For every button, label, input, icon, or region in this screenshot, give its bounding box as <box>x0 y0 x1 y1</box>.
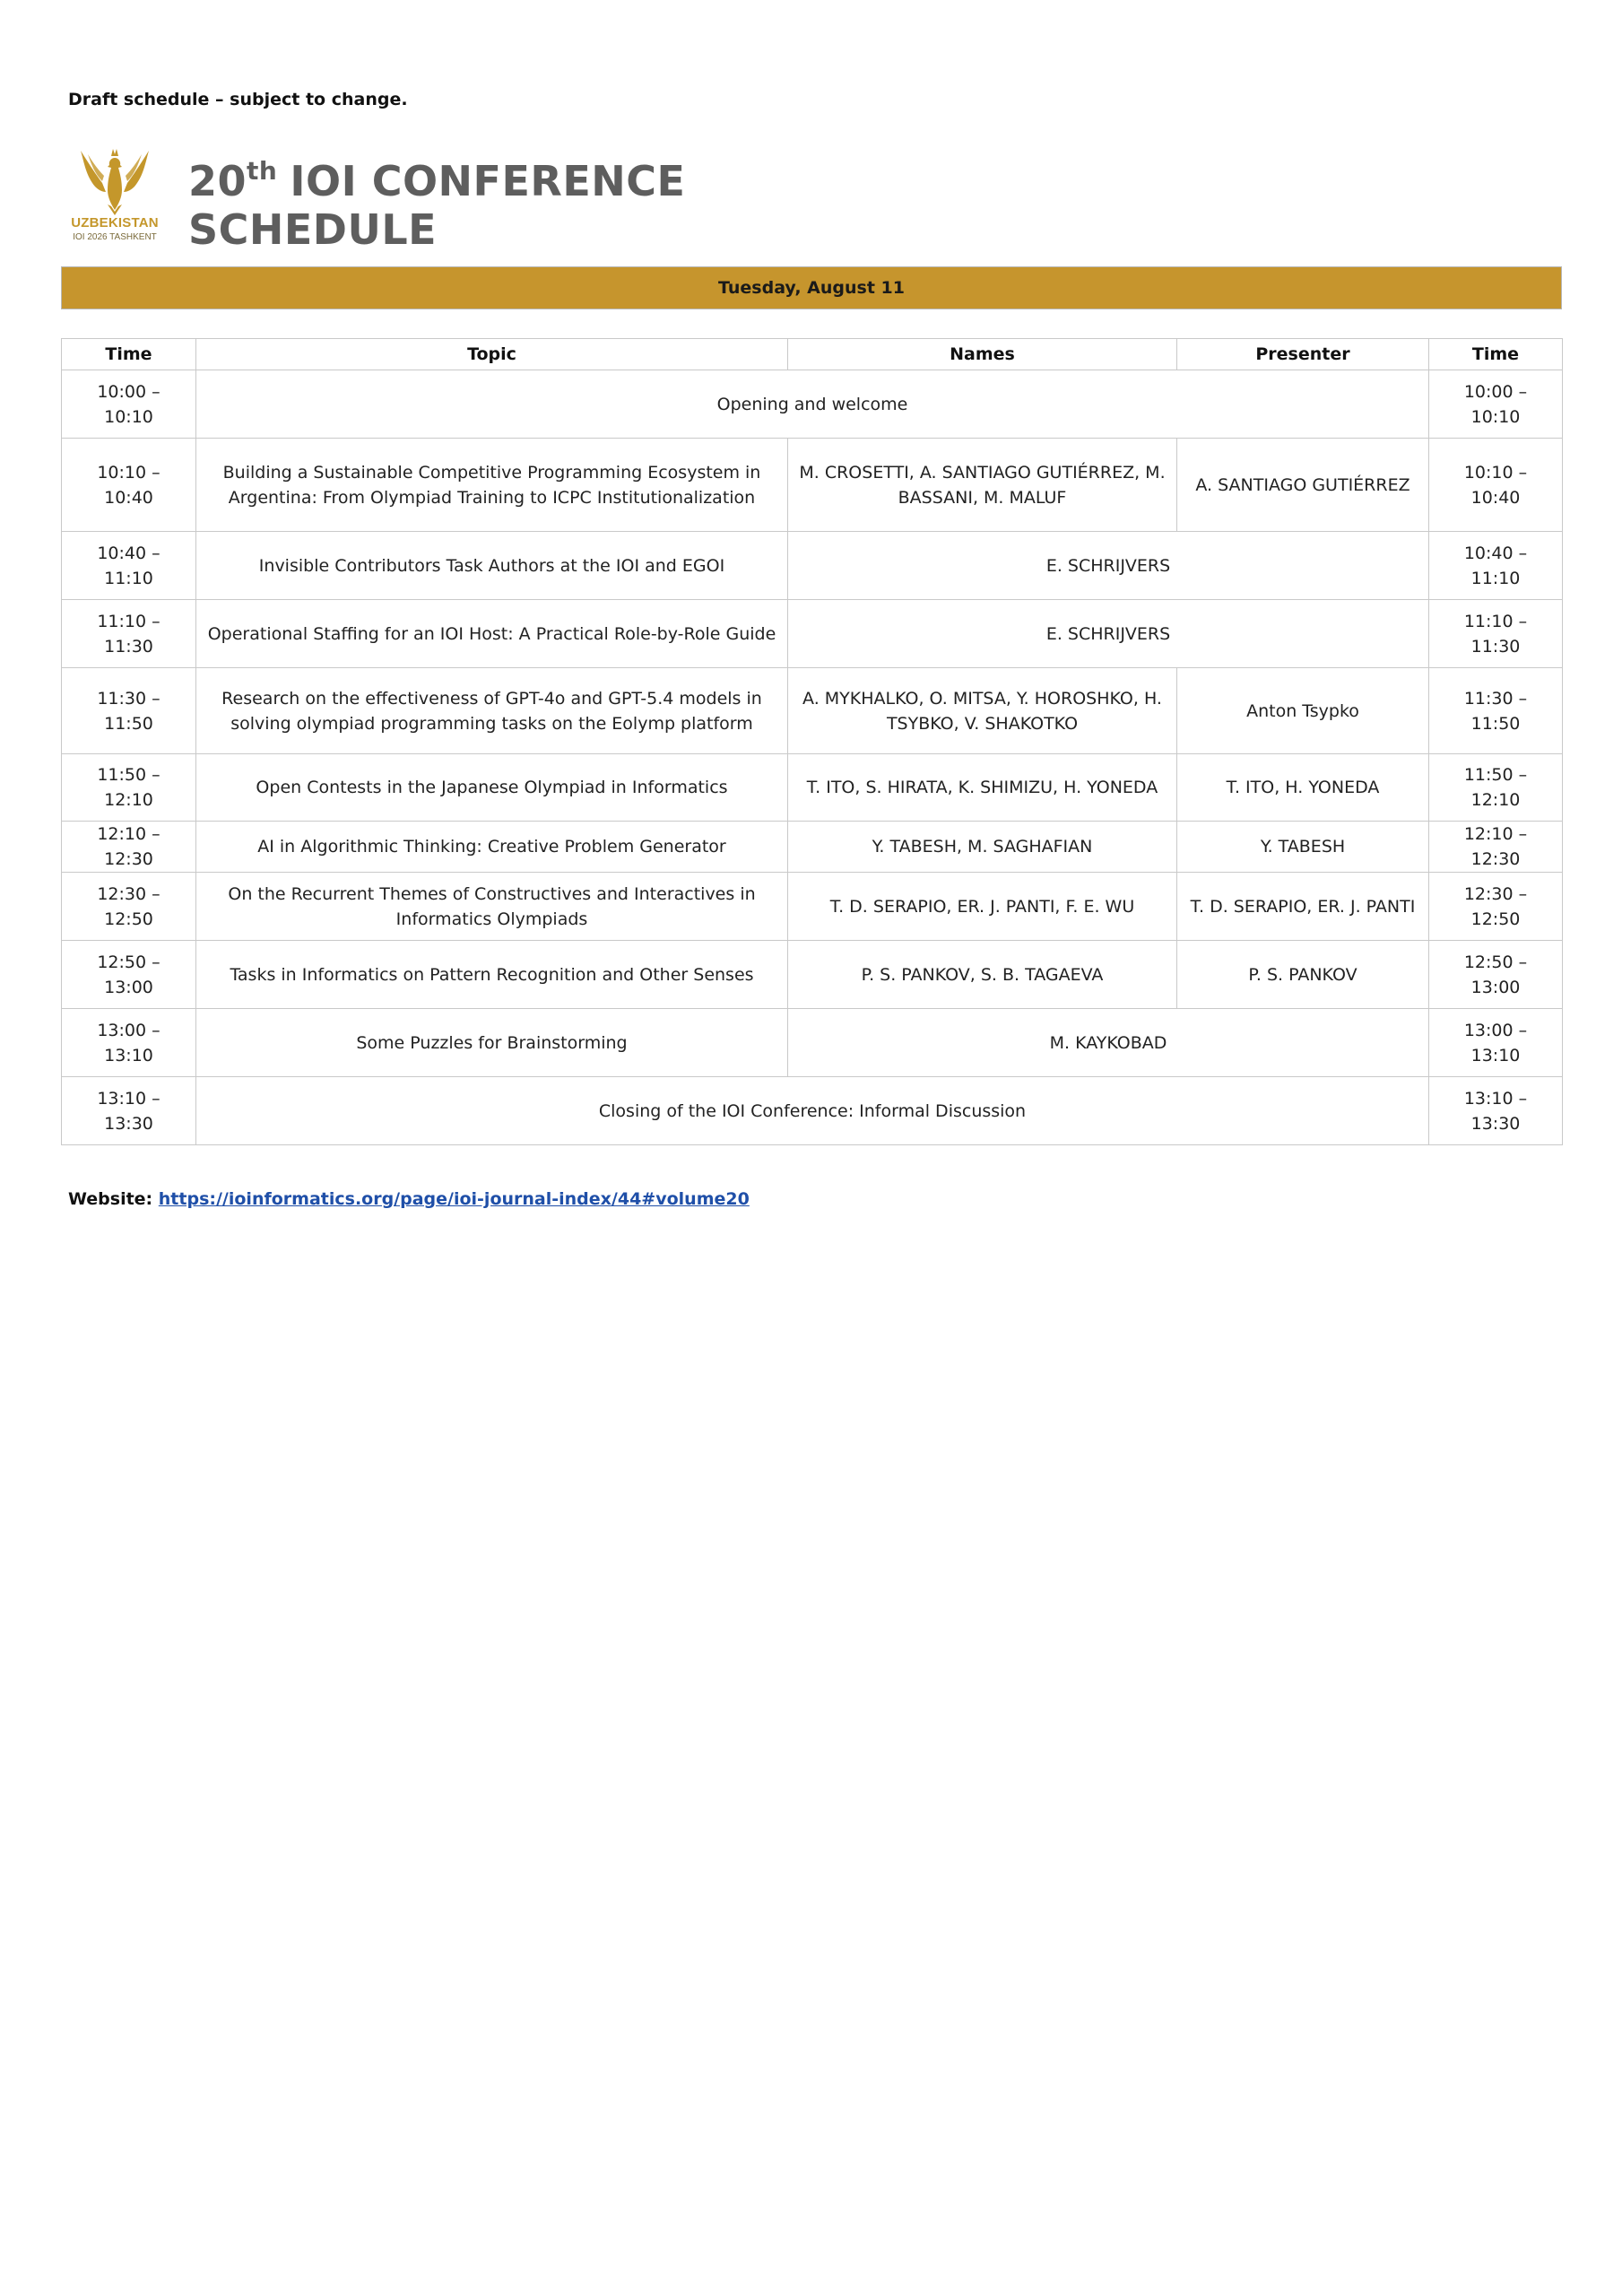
table-row <box>62 600 1563 668</box>
cell-time: 12:50 – 13:00 <box>62 941 196 1009</box>
uzbekistan-logo <box>68 145 161 246</box>
cell-time: 10:10 – 10:40 <box>62 439 196 532</box>
title-text: IOI CONFERENCE <box>290 157 686 205</box>
cell-time-end: 13:00 – 13:10 <box>1429 1009 1563 1077</box>
logo-country: UZBEKISTAN <box>71 215 159 230</box>
cell-time: 11:50 – 12:10 <box>62 754 196 822</box>
table-row <box>62 370 1563 439</box>
eagle-emblem-icon <box>75 145 154 215</box>
cell-time-end: 11:10 – 11:30 <box>1429 600 1563 668</box>
table-row <box>62 668 1563 754</box>
cell-time: 11:10 – 11:30 <box>62 600 196 668</box>
website-label: Website: <box>68 1189 153 1209</box>
table-row <box>62 822 1563 873</box>
table-row <box>62 754 1563 822</box>
cell-topic: Research on the effectiveness of GPT-4o and GPT-5.4 models in solving olympiad programming tasks on the Eolymp platform <box>196 668 788 754</box>
cell-time-end: 12:30 – 12:50 <box>1429 873 1563 941</box>
col-header-time: Time <box>62 339 196 370</box>
cell-topic: Open Contests in the Japanese Olympiad in Informatics <box>196 754 788 822</box>
table-row <box>62 439 1563 532</box>
cell-names: E. SCHRIJVERS <box>788 532 1429 600</box>
schedule-table <box>61 338 1563 1145</box>
table-row <box>62 1009 1563 1077</box>
cell-time-end: 12:10 – 12:30 <box>1429 822 1563 873</box>
cell-time: 12:30 – 12:50 <box>62 873 196 941</box>
cell-topic: Building a Sustainable Competitive Programming Ecosystem in Argentina: From Olympiad Training to ICPC Institutionalization <box>196 439 788 532</box>
cell-names: T. D. SERAPIO, ER. J. PANTI, F. E. WU <box>788 873 1177 941</box>
cell-names: T. ITO, S. HIRATA, K. SHIMIZU, H. YONEDA <box>788 754 1177 822</box>
conference-header <box>68 145 696 254</box>
title-line-1 <box>188 147 685 205</box>
draft-notice: Draft schedule – subject to change. <box>68 90 408 109</box>
col-header-names: Names <box>788 339 1177 370</box>
cell-names: E. SCHRIJVERS <box>788 600 1429 668</box>
day-label: Tuesday, August 11 <box>718 278 905 298</box>
cell-time-end: 11:50 – 12:10 <box>1429 754 1563 822</box>
cell-time: 13:00 – 13:10 <box>62 1009 196 1077</box>
cell-presenter: P. S. PANKOV <box>1177 941 1429 1009</box>
cell-time: 12:10 – 12:30 <box>62 822 196 873</box>
cell-presenter: Y. TABESH <box>1177 822 1429 873</box>
website-footer <box>68 1189 750 1209</box>
table-row <box>62 532 1563 600</box>
cell-time: 10:00 – 10:10 <box>62 370 196 439</box>
website-link[interactable]: https://ioinformatics.org/page/ioi-journal-index/44#volume20 <box>158 1189 750 1209</box>
cell-topic: Some Puzzles for Brainstorming <box>196 1009 788 1077</box>
col-header-topic: Topic <box>196 339 788 370</box>
cell-topic: Invisible Contributors Task Authors at the IOI and EGOI <box>196 532 788 600</box>
title-number: 20 <box>188 157 247 205</box>
cell-presenter: A. SANTIAGO GUTIÉRREZ <box>1177 439 1429 532</box>
day-banner <box>61 266 1562 309</box>
logo-event: IOI 2026 TASHKENT <box>73 232 157 242</box>
cell-time-end: 10:00 – 10:10 <box>1429 370 1563 439</box>
cell-topic: AI in Algorithmic Thinking: Creative Problem Generator <box>196 822 788 873</box>
cell-topic: On the Recurrent Themes of Constructives and Interactives in Informatics Olympiads <box>196 873 788 941</box>
cell-topic: Operational Staffing for an IOI Host: A Practical Role-by-Role Guide <box>196 600 788 668</box>
col-header-presenter: Presenter <box>1177 339 1429 370</box>
title-sup: th <box>247 156 278 186</box>
cell-time: 13:10 – 13:30 <box>62 1077 196 1145</box>
cell-time: 10:40 – 11:10 <box>62 532 196 600</box>
cell-time: 11:30 – 11:50 <box>62 668 196 754</box>
cell-names: A. MYKHALKO, O. MITSA, Y. HOROSHKO, H. TSYBKO, V. SHAKOTKO <box>788 668 1177 754</box>
table-row <box>62 1077 1563 1145</box>
cell-topic: Opening and welcome <box>196 370 1429 439</box>
col-header-time-end: Time <box>1429 339 1563 370</box>
cell-names: P. S. PANKOV, S. B. TAGAEVA <box>788 941 1177 1009</box>
cell-time-end: 10:40 – 11:10 <box>1429 532 1563 600</box>
cell-names: M. KAYKOBAD <box>788 1009 1429 1077</box>
cell-names: M. CROSETTI, A. SANTIAGO GUTIÉRREZ, M. BASSANI, M. MALUF <box>788 439 1177 532</box>
cell-presenter: T. D. SERAPIO, ER. J. PANTI <box>1177 873 1429 941</box>
cell-time-end: 10:10 – 10:40 <box>1429 439 1563 532</box>
cell-presenter: T. ITO, H. YONEDA <box>1177 754 1429 822</box>
cell-time-end: 13:10 – 13:30 <box>1429 1077 1563 1145</box>
cell-topic: Tasks in Informatics on Pattern Recognition and Other Senses <box>196 941 788 1009</box>
cell-time-end: 12:50 – 13:00 <box>1429 941 1563 1009</box>
cell-names: Y. TABESH, M. SAGHAFIAN <box>788 822 1177 873</box>
cell-topic: Closing of the IOI Conference: Informal Discussion <box>196 1077 1429 1145</box>
cell-presenter: Anton Tsypko <box>1177 668 1429 754</box>
table-row <box>62 873 1563 941</box>
table-header-row <box>62 339 1563 370</box>
title-line-2: SCHEDULE <box>188 205 438 254</box>
cell-time-end: 11:30 – 11:50 <box>1429 668 1563 754</box>
page-title <box>188 147 685 254</box>
table-row <box>62 941 1563 1009</box>
